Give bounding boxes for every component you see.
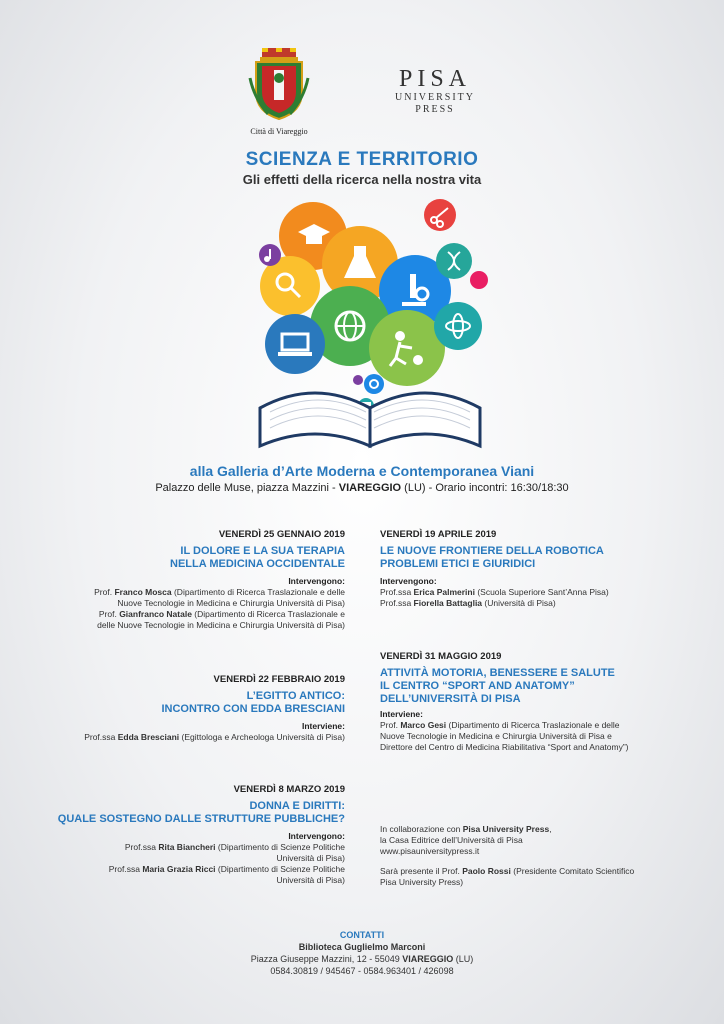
- speakers-label: Interviene:: [302, 721, 345, 731]
- event-card: [25, 784, 345, 886]
- speaker-line: Prof. Gianfranco Natale (Dipartimento di Ricerca Traslazionale e: [98, 609, 345, 619]
- event-date: VENERDÌ 31 MAGGIO 2019: [380, 651, 502, 662]
- speaker-line: Prof.ssa Maria Grazia Ricci (Dipartimento di Scienze Politiche: [108, 864, 345, 874]
- collab-line: la Casa Editrice dell’Università di Pisa: [380, 835, 523, 845]
- crest-caption: Città di Viareggio: [250, 127, 308, 136]
- event-card: [380, 529, 700, 609]
- event-title: PROBLEMI ETICI E GIURIDICI: [380, 558, 536, 570]
- event-title: DONNA E DIRITTI:: [249, 800, 345, 812]
- event-title: DELL’UNIVERSITÀ DI PISA: [380, 693, 521, 705]
- speaker-line: Prof.ssa Edda Bresciani (Egittologa e Archeologa Università di Pisa): [84, 732, 345, 742]
- speaker-line: delle Nuove Tecnologie in Medicina e Chirurgia Università di Pisa): [97, 620, 345, 630]
- event-title: IL CENTRO “SPORT AND ANATOMY”: [380, 680, 575, 692]
- speaker-line: Prof. Franco Mosca (Dipartimento di Ricerca Traslazionale e delle: [94, 587, 345, 597]
- speaker-line: Direttore del Centro di Medicina Riabilitativa “Sport and Anatomy”): [380, 742, 629, 752]
- venue-hours: (LU) - Orario incontri: 16:30/18:30: [401, 482, 569, 494]
- speaker-line: Nuove Tecnologie in Medicina e Chirurgia Università di Pisa e: [380, 731, 612, 741]
- contacts-name: Biblioteca Guglielmo Marconi: [298, 942, 426, 952]
- event-title: NELLA MEDICINA OCCIDENTALE: [170, 558, 345, 570]
- event-date: VENERDÌ 25 GENNAIO 2019: [218, 529, 345, 540]
- event-title: LE NUOVE FRONTIERE DELLA ROBOTICA: [380, 545, 604, 557]
- page-subtitle: Gli effetti della ricerca nella nostra vita: [242, 172, 482, 187]
- publisher-logo-line2: UNIVERSITY: [395, 92, 475, 103]
- collab-line: Sarà presente il Prof. Paolo Rossi (Presidente Comitato Scientifico: [380, 866, 635, 876]
- collaboration-note: [380, 824, 700, 888]
- venue-city: VIAREGGIO: [338, 482, 402, 494]
- event-card: [380, 651, 700, 753]
- venue-details: [0, 482, 724, 494]
- speaker-line: Nuove Tecnologie in Medicina e Chirurgia Università di Pisa): [117, 598, 345, 608]
- speakers-label: Intervengono:: [288, 576, 345, 586]
- event-date: VENERDÌ 22 FEBBRAIO 2019: [213, 674, 345, 685]
- publisher-logo-line3: PRESS: [415, 104, 455, 115]
- venue-title: alla Galleria d’Arte Moderna e Contemporanea Viani: [189, 463, 535, 479]
- page-title: SCIENZA E TERRITORIO: [245, 149, 479, 170]
- publisher-logo: [380, 66, 490, 116]
- publisher-logo-line1: PISA: [398, 66, 472, 92]
- contacts-heading: CONTATTI: [339, 930, 385, 940]
- event-title: L’EGITTO ANTICO:: [246, 690, 345, 702]
- contacts-address: Piazza Giuseppe Mazzini, 12 - 55049 VIAREGGIO (LU): [250, 954, 474, 964]
- event-date: VENERDÌ 8 MARZO 2019: [233, 784, 345, 795]
- speakers-label: Interviene:: [380, 709, 423, 719]
- speakers-label: Intervengono:: [288, 831, 345, 841]
- collab-line: Pisa University Press): [380, 877, 464, 887]
- event-title: QUALE SOSTEGNO DALLE STRUTTURE PUBBLICHE?: [57, 813, 345, 825]
- contacts: [0, 929, 724, 977]
- collab-website: www.pisauniversitypress.it: [380, 846, 480, 856]
- speakers-label: Intervengono:: [380, 576, 437, 586]
- venue-address: Palazzo delle Muse, piazza Mazzini -: [155, 482, 339, 494]
- speaker-line: Prof.ssa Fiorella Battaglia (Università di Pisa): [380, 598, 556, 608]
- event-date: VENERDÌ 19 APRILE 2019: [380, 529, 497, 540]
- science-illustration: [240, 196, 500, 454]
- event-title: ATTIVITÀ MOTORIA, BENESSERE E SALUTE: [380, 667, 615, 679]
- collab-line: In collaborazione con Pisa University Press,: [380, 824, 552, 834]
- speaker-line: Prof. Marco Gesi (Dipartimento di Ricerca Traslazionale e delle: [380, 720, 620, 730]
- speaker-line: Prof.ssa Erica Palmerini (Scuola Superiore Sant’Anna Pisa): [380, 587, 609, 597]
- event-title: INCONTRO CON EDDA BRESCIANI: [161, 703, 345, 715]
- event-title: IL DOLORE E LA SUA TERAPIA: [180, 545, 345, 557]
- speaker-line: Prof.ssa Rita Biancheri (Dipartimento di Scienze Politiche: [124, 842, 345, 852]
- contacts-phones: 0584.30819 / 945467 - 0584.963401 / 426098: [270, 966, 454, 976]
- city-crest-icon: [248, 48, 310, 120]
- speaker-line: Università di Pisa): [276, 853, 345, 863]
- event-card: [25, 529, 345, 631]
- event-card: [25, 674, 345, 743]
- speaker-line: Università di Pisa): [276, 875, 345, 885]
